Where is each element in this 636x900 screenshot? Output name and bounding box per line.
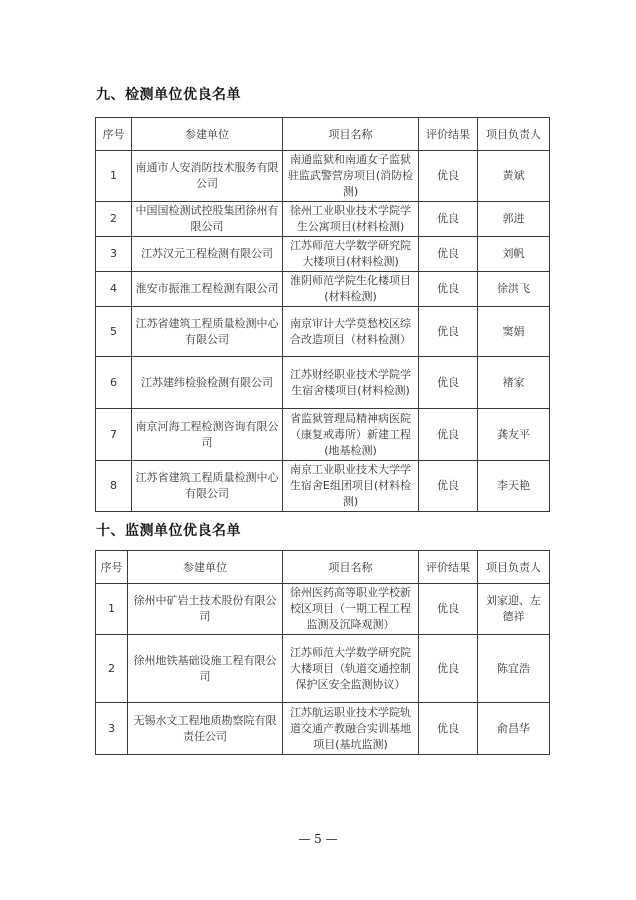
cell-no: 8 <box>96 461 132 512</box>
cell-no: 1 <box>96 151 132 202</box>
header-no: 序号 <box>96 118 132 151</box>
cell-unit: 江苏汉元工程检测有限公司 <box>132 237 283 272</box>
cell-no: 3 <box>96 237 132 272</box>
cell-leader: 褚家 <box>478 357 550 409</box>
cell-unit: 无锡水文工程地质勘察院有限责任公司 <box>128 703 283 755</box>
cell-project: 江苏航运职业技术学院轨道交通产教融合实训基地项目(基坑监测) <box>283 703 419 755</box>
cell-result: 优良 <box>419 635 478 703</box>
cell-unit: 江苏建纬检验检测有限公司 <box>132 357 283 409</box>
header-no: 序号 <box>96 551 128 584</box>
cell-leader: 李天艳 <box>478 461 550 512</box>
table-row <box>96 151 550 202</box>
cell-no: 2 <box>96 202 132 237</box>
table-row <box>96 237 550 272</box>
header-unit: 参建单位 <box>132 118 283 151</box>
cell-no: 3 <box>96 703 128 755</box>
section-title-monitoring: 十、监测单位优良名单 <box>96 523 241 539</box>
cell-project: 淮阴师范学院生化楼项目(材料检测) <box>283 272 419 307</box>
cell-no: 5 <box>96 307 132 357</box>
table-row <box>96 357 550 409</box>
cell-leader: 黄斌 <box>478 151 550 202</box>
cell-project: 南京工业职业技术大学学生宿舍E组团项目(材料检测) <box>283 461 419 512</box>
cell-unit: 南通市人安消防技术服务有限公司 <box>132 151 283 202</box>
inspection-units-table <box>95 117 550 512</box>
header-leader: 项目负责人 <box>478 551 550 584</box>
header-result: 评价结果 <box>419 118 478 151</box>
header-unit: 参建单位 <box>128 551 283 584</box>
header-project: 项目名称 <box>283 551 419 584</box>
table-row <box>96 202 550 237</box>
cell-leader: 刘帆 <box>478 237 550 272</box>
cell-no: 6 <box>96 357 132 409</box>
cell-unit: 中国国检测试控股集团徐州有限公司 <box>132 202 283 237</box>
cell-result: 优良 <box>419 357 478 409</box>
cell-result: 优良 <box>419 584 478 635</box>
cell-leader: 刘家迎、左德祥 <box>478 584 550 635</box>
header-result: 评价结果 <box>419 551 478 584</box>
monitoring-units-table <box>95 550 550 755</box>
cell-no: 2 <box>96 635 128 703</box>
cell-project: 南京审计大学莫愁校区综合改造项目（材料检测） <box>283 307 419 357</box>
cell-leader: 徐洪飞 <box>478 272 550 307</box>
cell-project: 江苏财经职业技术学院学生宿舍楼项目(材料检测) <box>283 357 419 409</box>
table-row <box>96 272 550 307</box>
table-header-row <box>96 551 550 584</box>
cell-leader: 郭进 <box>478 202 550 237</box>
cell-project: 徐州工业职业技术学院学生公寓项目(材料检测) <box>283 202 419 237</box>
header-leader: 项目负责人 <box>478 118 550 151</box>
cell-project: 徐州医药高等职业学校新校区项目（一期工程工程监测及沉降观测） <box>283 584 419 635</box>
cell-project: 江苏师范大学数学研究院大楼项目(材料检测) <box>283 237 419 272</box>
cell-unit: 徐州中矿岩土技术股份有限公司 <box>128 584 283 635</box>
table-row <box>96 584 550 635</box>
table-row <box>96 307 550 357</box>
cell-result: 优良 <box>419 151 478 202</box>
page-number: — 5 — <box>298 832 338 846</box>
cell-leader: 龚友平 <box>478 409 550 461</box>
cell-result: 优良 <box>419 409 478 461</box>
cell-unit: 徐州地铁基础设施工程有限公司 <box>128 635 283 703</box>
cell-leader: 陈宜浩 <box>478 635 550 703</box>
table-row <box>96 703 550 755</box>
cell-result: 优良 <box>419 703 478 755</box>
cell-unit: 南京河海工程检测咨询有限公司 <box>132 409 283 461</box>
cell-project: 江苏师范大学数学研究院大楼项目（轨道交通控制保护区安全监测协议） <box>283 635 419 703</box>
cell-result: 优良 <box>419 237 478 272</box>
cell-no: 7 <box>96 409 132 461</box>
section-title-inspection: 九、检测单位优良名单 <box>96 87 241 103</box>
cell-result: 优良 <box>419 461 478 512</box>
cell-unit: 淮安市振淮工程检测有限公司 <box>132 272 283 307</box>
table-row <box>96 635 550 703</box>
header-project: 项目名称 <box>283 118 419 151</box>
cell-project: 省监狱管理局精神病医院（康复戒毒所）新建工程(地基检测) <box>283 409 419 461</box>
cell-no: 4 <box>96 272 132 307</box>
cell-project: 南通监狱和南通女子监狱驻监武警营房项目(消防检测) <box>283 151 419 202</box>
table-row <box>96 461 550 512</box>
cell-result: 优良 <box>419 272 478 307</box>
cell-no: 1 <box>96 584 128 635</box>
table-header-row <box>96 118 550 151</box>
cell-result: 优良 <box>419 307 478 357</box>
table-row <box>96 409 550 461</box>
cell-leader: 窦娟 <box>478 307 550 357</box>
cell-result: 优良 <box>419 202 478 237</box>
cell-unit: 江苏省建筑工程质量检测中心有限公司 <box>132 461 283 512</box>
cell-unit: 江苏省建筑工程质量检测中心有限公司 <box>132 307 283 357</box>
cell-leader: 俞昌华 <box>478 703 550 755</box>
